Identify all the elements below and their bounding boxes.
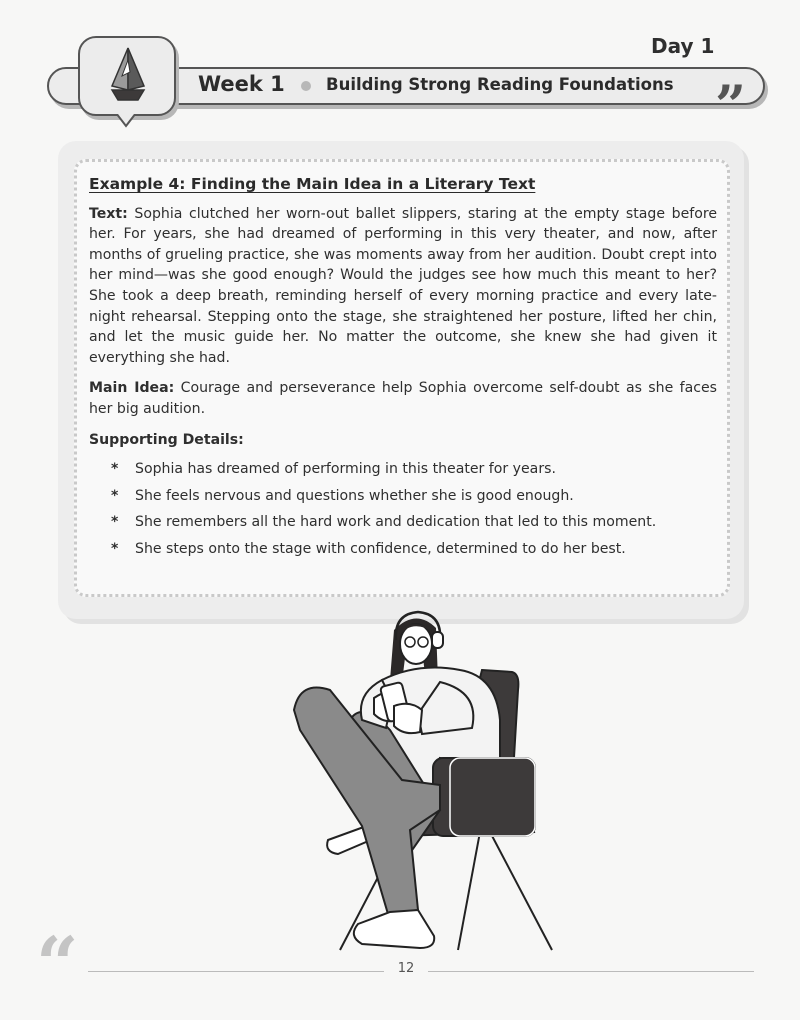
main-idea-body: Courage and perseverance help Sophia overcome self-doubt as she faces her big audition. <box>89 380 717 417</box>
logo-badge <box>78 36 176 116</box>
supporting-details-label: Supporting Details: <box>89 431 244 448</box>
page-number: 12 <box>397 961 415 976</box>
supporting-details-list <box>111 459 717 559</box>
bullet-star-icon: * <box>111 540 119 557</box>
opening-quote-icon: “ <box>36 922 79 1008</box>
main-idea-paragraph <box>89 378 717 419</box>
week-title: Building Strong Reading Foundations <box>326 75 674 94</box>
closing-quote-icon: ” <box>715 73 747 137</box>
day-label: Day 1 <box>651 34 715 58</box>
example-content <box>89 174 717 566</box>
text-label: Text: <box>89 205 128 222</box>
bullet-star-icon: * <box>111 514 119 531</box>
text-body: Sophia clutched her worn-out ballet slippers, staring at the empty stage before her. For years, she had dreamed of performing in this very theater, and now, after months of grueling practice, she was moments away from her audition. Doubt crept into her mind—was she good enough? Would the judges see how much this meant to her? She took a deep breath, reminding herself of every morning practice and every late-night rehearsal. Stepping onto the stage, she straightened her posture, lifted her chin, and let the music guide her. No matter the outcome, she knew she had given it everything she had. <box>89 205 717 366</box>
list-item: * She remembers all the hard work and dedication that led to this moment. <box>111 512 717 533</box>
bullet-star-icon: * <box>111 461 119 478</box>
speech-tail-icon <box>116 114 136 128</box>
reading-woman-illustration <box>290 610 560 955</box>
week-label: Week 1 <box>198 72 285 96</box>
example-title: Example 4: Finding the Main Idea in a Literary Text <box>89 175 536 193</box>
text-paragraph <box>89 204 717 369</box>
footer-divider-left <box>88 971 384 972</box>
sailboat-icon <box>108 46 148 104</box>
list-item: * She steps onto the stage with confidence, determined to do her best. <box>111 539 717 560</box>
footer-divider-right <box>428 971 754 972</box>
separator-dot <box>301 81 311 91</box>
list-item: * Sophia has dreamed of performing in this theater for years. <box>111 459 717 480</box>
bullet-star-icon: * <box>111 487 119 504</box>
list-item: * She feels nervous and questions whether she is good enough. <box>111 486 717 507</box>
main-idea-label: Main Idea: <box>89 380 175 397</box>
